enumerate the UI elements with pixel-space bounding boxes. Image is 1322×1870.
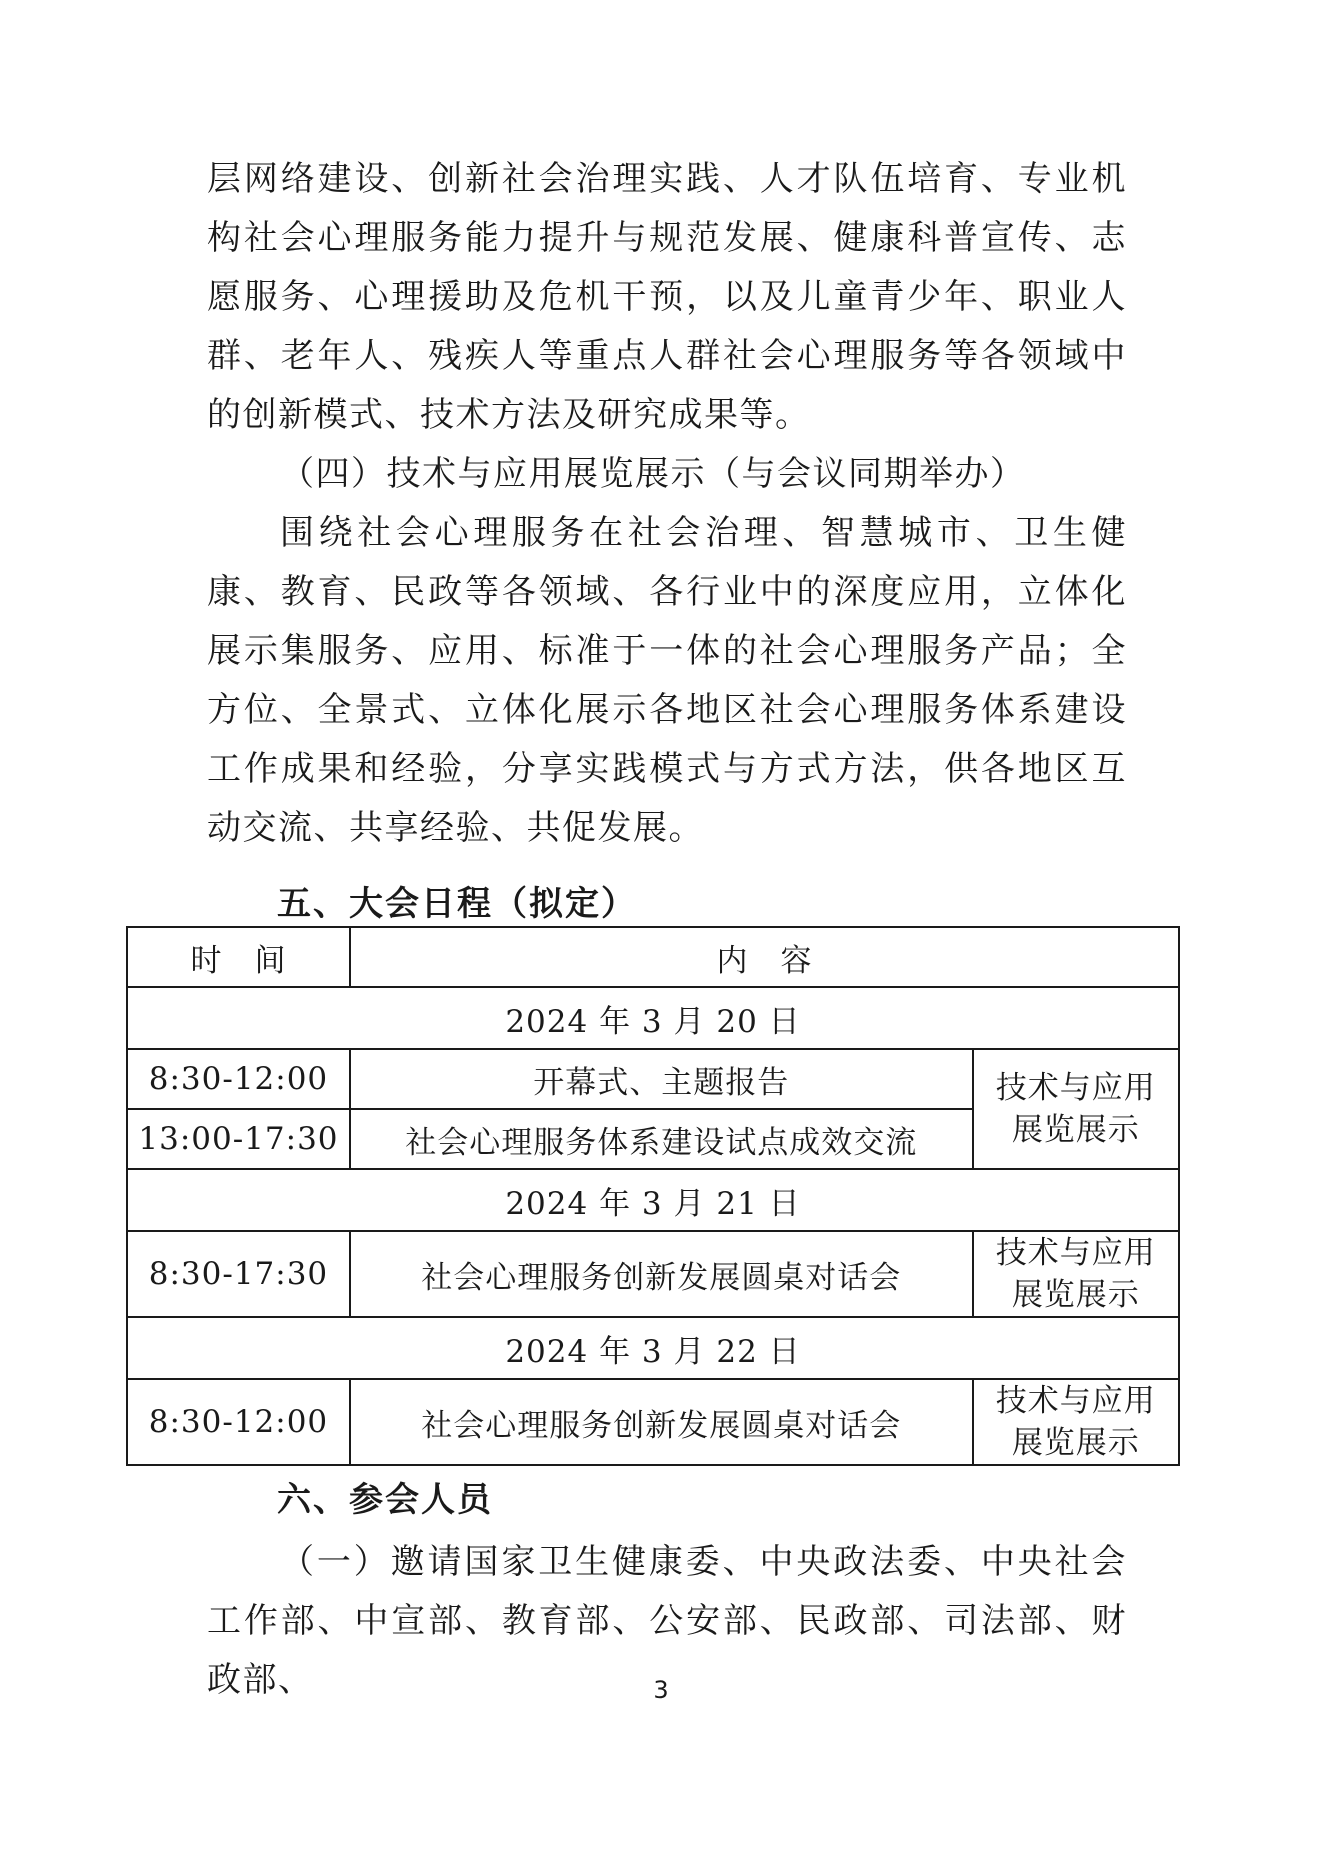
exhibition-line-2: 展览展示	[1011, 1112, 1140, 1148]
date-cell: 2024 年 3 月 20 日	[127, 987, 1179, 1049]
exhibition-line-1: 技术与应用	[995, 1383, 1156, 1419]
header-content: 内 容	[350, 927, 1179, 987]
exhibition-cell	[973, 1049, 1179, 1169]
table-row	[127, 1231, 1179, 1317]
section-heading-schedule: 五、大会日程（拟定）	[277, 884, 637, 924]
time-cell: 8:30-17:30	[127, 1231, 350, 1317]
table-row	[127, 1379, 1179, 1465]
date-row	[127, 1169, 1179, 1231]
exhibition-cell	[973, 1231, 1179, 1317]
exhibition-line-2: 展览展示	[1011, 1425, 1140, 1461]
content-cell: 社会心理服务体系建设试点成效交流	[350, 1109, 973, 1169]
exhibition-line-1: 技术与应用	[995, 1235, 1156, 1271]
content-cell: 社会心理服务创新发展圆桌对话会	[350, 1379, 973, 1465]
content-cell: 社会心理服务创新发展圆桌对话会	[350, 1231, 973, 1317]
table-row	[127, 1049, 1179, 1109]
date-row	[127, 987, 1179, 1049]
exhibition-line-1: 技术与应用	[995, 1070, 1156, 1106]
page-number: 3	[653, 1676, 669, 1704]
subsection-title-four: （四）技术与应用展览展示（与会议同期举办）	[280, 454, 1026, 494]
paragraph-attendees: （一）邀请国家卫生健康委、中央政法委、中央社会工作部、中宣部、教育部、公安部、民政部、司法部、财政部、	[207, 1542, 1127, 1700]
section-heading-attendees: 六、参会人员	[277, 1480, 493, 1520]
time-cell: 8:30-12:00	[127, 1049, 350, 1109]
paragraph-continuation: 层网络建设、创新社会治理实践、人才队伍培育、专业机构社会心理服务能力提升与规范发展、健康科普宣传、志愿服务、心理援助及危机干预，以及儿童青少年、职业人群、老年人、残疾人等重点人群社会心理服务等各领域中的创新模式、技术方法及研究成果等。	[207, 159, 1127, 435]
schedule-table	[126, 926, 1180, 1466]
table-header-row	[127, 927, 1179, 987]
date-cell: 2024 年 3 月 22 日	[127, 1317, 1179, 1379]
exhibition-line-2: 展览展示	[1011, 1277, 1140, 1313]
date-cell: 2024 年 3 月 21 日	[127, 1169, 1179, 1231]
header-time: 时 间	[127, 927, 350, 987]
date-row	[127, 1317, 1179, 1379]
content-cell: 开幕式、主题报告	[350, 1049, 973, 1109]
paragraph-exhibition: 围绕社会心理服务在社会治理、智慧城市、卫生健康、教育、民政等各领域、各行业中的深度应用，立体化展示集服务、应用、标准于一体的社会心理服务产品；全方位、全景式、立体化展示各地区社会心理服务体系建设工作成果和经验，分享实践模式与方式方法，供各地区互动交流、共享经验、共促发展。	[207, 513, 1127, 848]
time-cell: 8:30-12:00	[127, 1379, 350, 1465]
exhibition-cell	[973, 1379, 1179, 1465]
body-text-top	[207, 150, 1127, 858]
time-cell: 13:00-17:30	[127, 1109, 350, 1169]
